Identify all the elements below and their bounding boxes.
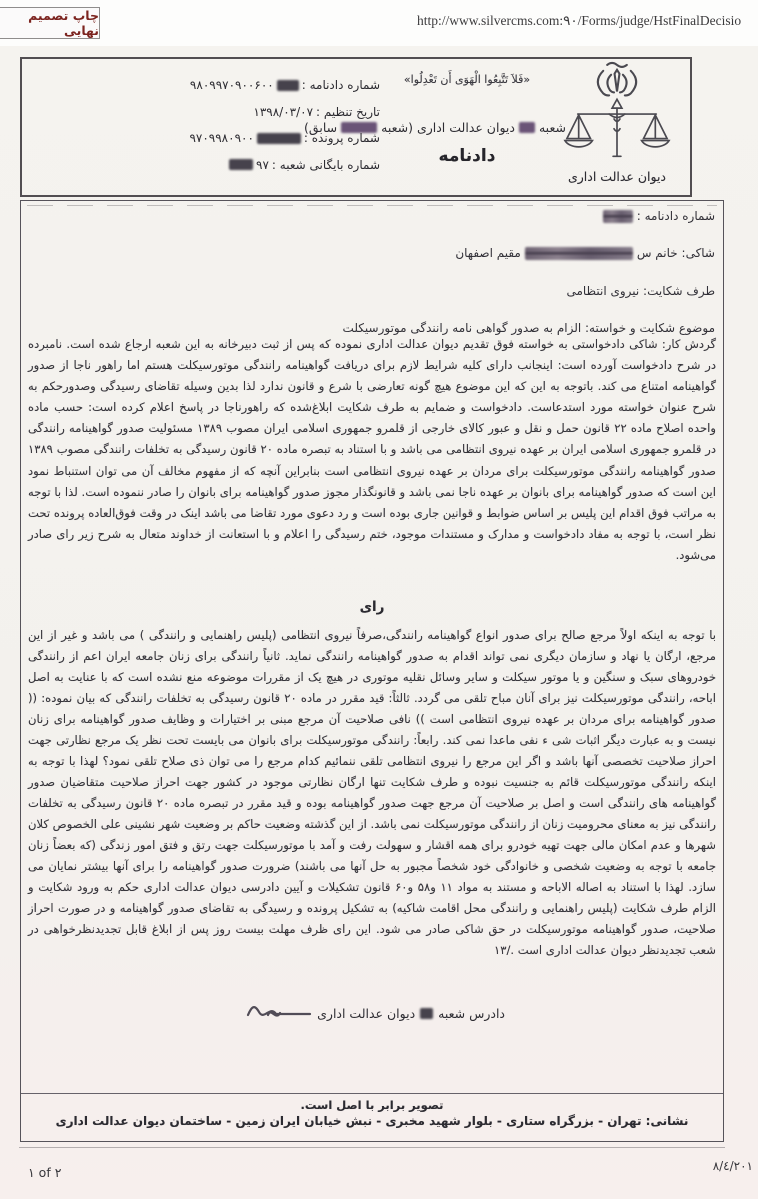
branch-title-pre: شعبه: [538, 120, 566, 135]
justice-scales-icon: [558, 60, 676, 172]
certify-text: تصویر برابر با اصل است.: [300, 1098, 444, 1112]
plaintiff-residence: مقیم اصفهان: [455, 246, 521, 260]
field-archive-number: [30, 152, 380, 179]
page-indicator: ۱ of ۲: [28, 1165, 62, 1180]
docket-label: شماره دادنامه :: [636, 209, 715, 223]
redaction-blob: [420, 1008, 433, 1019]
field-label: شماره دادنامه :: [301, 78, 380, 93]
redaction-blob: [257, 133, 301, 144]
page-url: http://www.silvercms.com:۹۰/Forms/judge/HstFinalDecisio: [417, 13, 742, 28]
header-fields: [30, 72, 380, 178]
defendant-text: طرف شکایت: نیروی انتظامی: [566, 284, 715, 298]
print-final-decision-link[interactable]: چاپ تصمیم نهایی: [0, 7, 100, 39]
certification-footer: [21, 1093, 723, 1141]
plaintiff-label: شاکی: خانم س: [636, 246, 715, 260]
defendant-line: [566, 284, 715, 298]
judge-signature-line: [246, 1003, 505, 1023]
field-value: ۹۸۰۹۹۷۰۹۰۰۶۰۰: [189, 78, 274, 93]
print-date: ٨/٤/٢٠١: [712, 1159, 753, 1173]
subject-line: [343, 321, 715, 335]
redaction-blob: [277, 80, 299, 91]
plaintiff-line: [455, 246, 715, 260]
verdict-title: رای: [359, 599, 385, 615]
signature-scribble: [246, 1003, 312, 1023]
court-address: نشانی: تهران - بزرگراه ستاری - بلوار شهید مخبری - نبش خیابان ایران زمین - ساختمان دیوان عدالت اداری: [55, 1114, 689, 1128]
document-body-box: [20, 200, 724, 1142]
redaction-blob: [519, 122, 535, 133]
verdict-paragraph: با توجه به اینکه اولاً مرجع صالح برای صدور انواع گواهینامه رانندگی،صرفاً نیروی انتظامی (پلیس راهنمایی و رانندگی ) می باشد و غیر از این مرجع، ارگان یا نهاد و سازمان دیگری نمی تواند اقدام به صدور گواهینامه رانندگی نماید. ثانیاً رانندگی برای زنان جامعه ایران اعم از رانندگی خودروهای سبک و سنگین و یا موتور سیکلت و سایر وسائل نقلیه موتوری در هیچ یک از مقررات موضوعه منع نشده است که با عنایت به اصل اباحه، رانندگی موتورسیکلت نیز برای آنان مباح تلقی می گردد. ثالثاً: قید مقرر در ماده ۲۰ قانون رسیدگی به تخلفات رانندگی که بیان نموده: (( صدور گواهینامه برای مردان بر عهده نیروی انتظامی است )) نافی صلاحیت آن مرجع مبنی بر اختیارات و وظایف صدور گواهینامه برای زنان نیست و به عبارت دیگر اثبات شی ء نفی ماعدا نمی کند. رابعاً: رانندگی موتورسیکلت برای بانوان می بایست تحت نظر یک مرجع نظارتی جهت احراز صلاحیت تخصصی آنها باشد و اگر این مرجع را نیروی انتظامی تلقی ننمائیم کدام مرجع را می توان ذی صلاح تلقی نمود؟ لهذا با توجه به اینکه رانندگی موتورسیکلت قائم به جنسیت نبوده و طرف شکایت تنها ارگان نظارتی موجود در کشور جهت احراز صلاحیت متقاضیان صدور گواهینامه های رانندگی است و اصل بر صلاحیت آن مرجع جهت صدور گواهینامه بوده و قید مقرر در تبصره ماده ۲۰ قانون رسیدگی به تخلفات رانندگی نیز به معنای محرومیت زنان از رانندگی موتورسیکلت نمی باشد. از این گذشته وضعیت حاکم بر وضعیت شهر نشینی علی الخصوص کلان شهرها و عدم امکان مالی جهت تهیه خودرو برای همه اقشار و سهولت رفت و آمد با موتورسیکلت جهت رتق و فتق امور زندگی (که بعضاً زنان جامعه با توجه به وضعیت شخصی و خانوادگی خود شخصاً مجبور به حل آنها می باشند) ضرورت صدور گواهینامه را برای آنها بیشتر نمایان می سازد. لهذا با استناد به اصاله الاباحه و مستند به مواد ۱۱ و۵۸ و۶۰ قانون تشکیلات و آیین دادرسی دیوان عدالت اداری حکم به ورود شکایت و الزام طرف شکایت (پلیس راهنمایی و رانندگی محل اقامت شاکیه) به تشکیل پرونده و رسیدگی به تقاضای صدور گواهینامه و در صورت احراز صلاحیت، صدور گواهینامه موتورسیکلت در حق شاکی صادر می شود. این رای ظرف مهلت بیست روز پس از ابلاغ قابل تجدیدنظرخواهی در شعب تجدیدنظر دیوان عدالت اداری است ./۱۳: [28, 628, 717, 957]
field-value: ۹۷۰۹۹۸۰۹۰۰: [189, 131, 254, 146]
branch-title-suf: سابق): [304, 120, 338, 135]
doc-type-title: دادنامه: [438, 146, 496, 166]
field-judgment-number: [30, 72, 380, 99]
signature-title-pre: دادرس شعبه: [438, 1005, 505, 1021]
field-label: شماره پرونده :: [303, 131, 380, 146]
redaction-name-scribble: [525, 247, 633, 260]
quran-quote: «فَلاَ تَتَّبِعُوا الْهَوَى أَن تَعْدِلُوا»: [403, 73, 531, 86]
logo-caption: دیوان عدالت اداری: [567, 169, 666, 184]
docket-number-line: [603, 209, 715, 223]
field-label: شماره بایگانی شعبه :: [271, 157, 380, 172]
iran-emblem-icon: [598, 63, 636, 96]
redaction-blob: [603, 210, 633, 223]
subject-text: موضوع شکایت و خواسته: الزام به صدور گواهی نامه رانندگی موتورسیکلت: [342, 321, 715, 335]
field-label: تاریخ تنظیم :: [316, 104, 380, 119]
proceedings-paragraph: گردش کار: شاکی دادخواستی به خواسته فوق تقدیم دیوان عدالت اداری نموده که پس از ثبت دبیرخانه به این شعبه ارجاع شده است. نامبرده در شرح دادخواست آورده است: اینجانب دارای کلیه شرایط لازم برای دریافت گواهینامه رانندگی موتورسیکلت هستم اما راهور ناجا از صدور گواهینامه امتناع می کند. باتوجه به این که این موضوع هیچ گونه تعارضی با شرع و قانون ندارد لذا بدین وسیله تقاضای رسیدگی وصدورحکم به شرح عنوان خواسته مورد استدعاست. دادخواست و ضمایم به طرف شکایت ابلاغ‌شده که راهورناجا در پاسخ اعلام کرده است: حسب ماده واحده اصلاح ماده ۲۲ قانون حمل و نقل و عبور کالای خارجی از قلمرو جمهوری اسلامی ایران مصوب ۱۳۸۹ مسئولیت صدور گواهینامه رانندگی در قلمرو جمهوری اسلامی ایران بر عهده نیروی انتظامی می باشد و با استناد به تبصره ماده ۲۰ قانون رسیدگی به تخلفات رانندگی مصوب ۱۳۸۹ صدور گواهینامه رانندگی موتورسیکلت برای مردان بر عهده نیروی انتظامی است بنابراین آنچه که از مفهوم مخالف آن می توان استنباط نمود این است که صدور گواهینامه برای بانوان بر عهده ناجا نمی باشد و قانونگذار مجوز صدور گواهینامه برای بانوان را صادر ننموده است. لذا با توجه به مراتب فوق اقدام این پلیس بر اساس ضوابط و قوانین جاری بوده است و رد دعوی مورد تقاضا می باشد اینک در وقت فوق‌العاده پرونده تحت نظر است، با توجه به مفاد دادخواست و مدارک و مستندات موجود، ختم رسیدگی را اعلام و با استعانت از خداوند متعال به شرح زیر رای صادر می‌شود.: [28, 337, 717, 562]
print-header-bar: [0, 0, 758, 46]
field-value: ۱۳۹۸/۰۳/۰۷: [253, 104, 314, 119]
signature-title-suf: دیوان عدالت اداری: [317, 1005, 416, 1021]
field-date: [30, 99, 380, 126]
field-value: ۹۷: [256, 157, 269, 172]
branch-title-mid: دیوان عدالت اداری (شعبه: [381, 120, 515, 135]
field-case-number: [30, 125, 380, 152]
document-header-box: [20, 57, 692, 197]
redaction-blob: [229, 159, 253, 170]
